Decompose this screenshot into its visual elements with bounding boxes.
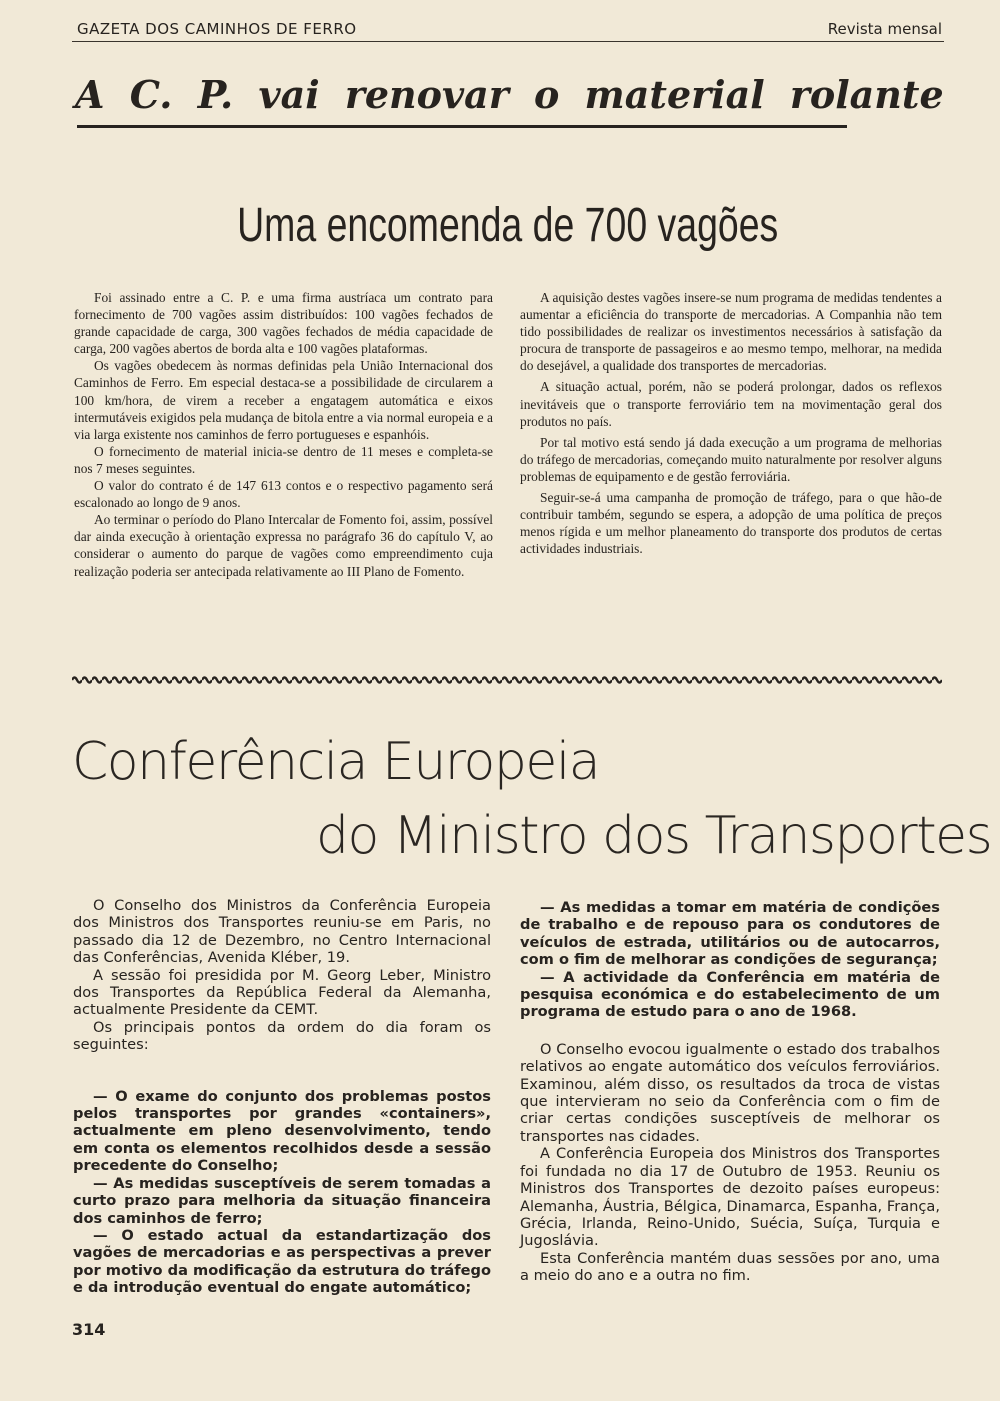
paragraph: Os principais pontos da ordem do dia foram os seguintes: bbox=[73, 1018, 491, 1054]
paragraph: Ao terminar o período do Plano Intercalar de Fomento foi, assim, possível dar ainda execução à orientação expressa no parágrafo 36 do capítulo V, ao considerar o aumento do parque de vagões como empreendimento cuja realização poderia ser antecipada relativamente ao III Plano de Fomento. bbox=[74, 512, 493, 579]
agenda-item: — As medidas a tomar em matéria de condições de trabalho e de repouso para os condutores de veículos de estrada, utilitários ou de autocarros, com o fim de melhorar as condições de segurança; bbox=[520, 899, 940, 969]
paragraph: O fornecimento de material inicia-se dentro de 11 meses e completa-se nos 7 meses seguintes. bbox=[74, 443, 493, 476]
agenda-item: — As medidas susceptíveis de serem tomadas a curto prazo para melhoria da situação financeira dos caminhos de ferro; bbox=[73, 1174, 491, 1227]
paragraph: O valor do contrato é de 147 613 contos e o respectivo pagamento será escalonado ao longo de 9 anos. bbox=[74, 478, 493, 511]
paragraph: Por tal motivo está sendo já dada execução a um programa de melhorias do tráfego de mercadorias, começando muito naturalmente por resolver alguns problemas de equipamento e de gestão ferroviária. bbox=[520, 434, 942, 484]
paragraph: A aquisição destes vagões insere-se num programa de medidas tendentes a aumentar a eficiência do transporte de mercadorias. A Companhia não tem tido possibilidades de realizar os investimentos necessários à satisfação da procura de transporte de passageiros e ao mesmo tempo, melhorar, na medida do desejável, a qualidade dos transportes de mercadorias. bbox=[520, 290, 942, 374]
publication-name: GAZETA DOS CAMINHOS DE FERRO bbox=[77, 20, 357, 38]
article1-right-column bbox=[520, 289, 942, 557]
paragraph: A situação actual, porém, não se poderá prolongar, dados os reflexos inevitáveis que o transporte ferroviário tem na movimentação geral dos produtos no país. bbox=[520, 379, 942, 429]
article1-kicker: A C. P. vai renovar o material rolante bbox=[75, 72, 944, 117]
wavy-divider bbox=[72, 674, 942, 686]
article2-left-column bbox=[73, 897, 491, 1297]
paragraph: Foi assinado entre a C. P. e uma firma austríaca um contrato para fornecimento de 700 vagões assim distribuídos: 100 vagões fechados de grande capacidade de carga, 300 vagões fechados de média capacidade de carga, 200 vagões abertos de borda alta e 100 vagões plataformas. bbox=[74, 290, 493, 357]
agenda-item: — A actividade da Conferência em matéria de pesquisa económica e do estabelecimento de um programa de estudo para o ano de 1968. bbox=[520, 968, 940, 1021]
agenda-item: — O exame do conjunto dos problemas postos pelos transportes por grandes «containers», actualmente em pleno desenvolvimento, tendo em conta os elementos recolhidos desde a sessão precedente do Conselho; bbox=[73, 1087, 491, 1175]
agenda-item: — O estado actual da estandartização dos vagões de mercadorias e as perspectivas a prever por motivo da modificação da estrutura do tráfego e da introdução eventual do engate automático; bbox=[73, 1226, 491, 1297]
section-label: Revista mensal bbox=[827, 20, 942, 38]
paragraph: Os vagões obedecem às normas definidas pela União Internacional dos Caminhos de Ferro. Em especial destaca-se a possibilidade de circularem a 100 km/hora, de virem a receber a engatagem automática e eixos intermutáveis exigidos pela mudança de bitola entre a via normal europeia e a via larga existente nos caminhos de ferro portugueses e espanhóis. bbox=[74, 358, 493, 442]
paragraph: Seguir-se-á uma campanha de promoção de tráfego, para o que hão-de contribuir também, segundo se espera, a adopção de uma política de preços menos rígida e um melhor planeamento do transporte dos produtos de certas actividades industriais. bbox=[520, 490, 942, 557]
kicker-underline bbox=[77, 125, 847, 128]
paragraph: A Conferência Europeia dos Ministros dos Transportes foi fundada no dia 17 de Outubro de 1953. Reuniu os Ministros dos Transportes de dezoito países europeus: Alemanha, Áustria, Bélgica, Dinamarca, Espanha, França, Grécia, Irlanda, Reino-Unido, Suécia, Suíça, Turquia e Jugoslávia. bbox=[520, 1145, 940, 1250]
article1-title: Uma encomenda de 700 vagões bbox=[237, 199, 779, 252]
paragraph: O Conselho dos Ministros da Conferência Europeia dos Ministros dos Transportes reuniu-se em Paris, no passado dia 12 de Dezembro, no Centro Internacional das Conferências, Avenida Kléber, 19. bbox=[73, 897, 491, 967]
article2-right-column bbox=[520, 899, 940, 1285]
page-number: 314 bbox=[72, 1320, 106, 1339]
article2-title-line2: do Ministro dos Transportes bbox=[316, 806, 992, 866]
header-rule bbox=[72, 41, 944, 42]
paragraph: A sessão foi presidida por M. Georg Leber, Ministro dos Transportes da República Federal da Alemanha, actualmente Presidente da CEMT. bbox=[73, 966, 491, 1019]
paragraph: O Conselho evocou igualmente o estado dos trabalhos relativos ao engate automático dos veículos ferroviários. Examinou, além disso, os resultados da troca de vistas que intervieram no seio da Conferência com o fim de criar certas condições susceptíveis de melhorar os transportes nas cidades. bbox=[520, 1040, 940, 1145]
article2-title-line1: Conferência Europeia bbox=[72, 732, 600, 792]
paragraph: Esta Conferência mantém duas sessões por ano, uma a meio do ano e a outra no fim. bbox=[520, 1249, 940, 1285]
article1-left-column bbox=[74, 289, 493, 580]
